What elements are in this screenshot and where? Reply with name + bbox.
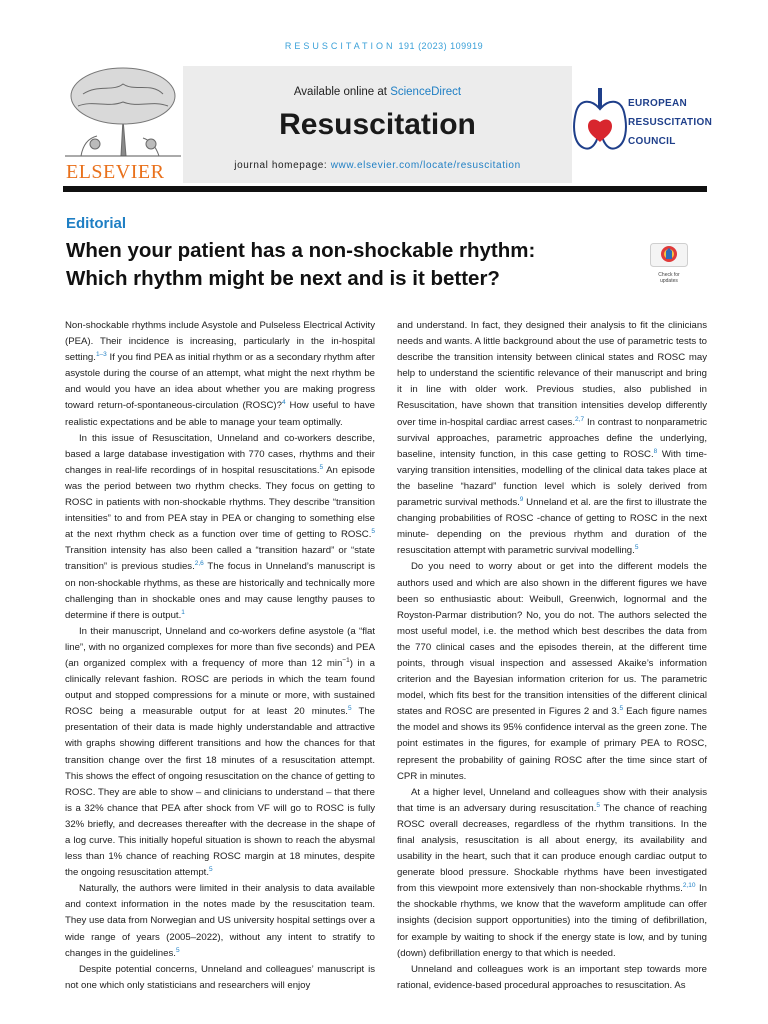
body-column-left [65, 318, 375, 994]
article-title-line-1: When your patient has a non-shockable rhythm: [66, 239, 536, 262]
erc-logo[interactable] [572, 64, 713, 183]
header-rule [63, 186, 707, 192]
citation-link[interactable]: 1 [181, 608, 185, 616]
citation-link[interactable]: 5 [596, 801, 600, 809]
sciencedirect-link[interactable]: ScienceDirect [390, 86, 462, 98]
body-column-right [397, 318, 707, 994]
citation-link[interactable]: 4 [281, 399, 286, 407]
available-online-label: Available online at [293, 86, 391, 98]
erc-wordmark [628, 94, 712, 151]
journal-title: Resuscitation [279, 108, 476, 141]
homepage-label: journal homepage: [234, 160, 331, 171]
paragraph: Unneland and colleagues work is an important step towards more rational, evidence-based procedural approaches to resuscitation. As [397, 963, 707, 991]
article-title-line-2: Which rhythm might be next and is it better? [66, 267, 500, 290]
paragraph: Naturally, the authors were limited in their analysis to data available and context information in the notes made by the resuscitation team. They use data from Norwegian and US university hospital settings over a wide range of years (2005–2022), without any intent to stratify to changes in the guidelines.$^5$ [65, 883, 375, 959]
article-title [66, 237, 636, 293]
citation-link[interactable]: 5 [209, 866, 213, 873]
journal-banner [183, 66, 572, 183]
elsevier-wordmark: ELSEVIER [66, 161, 165, 183]
paragraph: Despite potential concerns, Unneland and colleagues’ manuscript is not one which only statisticians and researchers will enjoy [65, 963, 375, 991]
citation-link[interactable]: 5 [319, 463, 324, 471]
check-for-updates-line-2: updates [660, 278, 678, 284]
erc-line-2: RESUSCITATION [628, 117, 713, 128]
homepage-link[interactable]: www.elsevier.com/locate/resuscitation [330, 160, 521, 171]
citation-link[interactable]: 2,10 [682, 882, 696, 890]
lungs-heart-icon [572, 82, 628, 172]
paragraph: and understand. In fact, they designed their analysis to fit the clinicians needs and wants. A little background about the use of parametric tests to describe the transition intensity between clinical states and ROSC may help to understand the scientific relevance of their manuscript and bring it in line with older work. Previous studies, also published in Resuscitation, have shown that transition intensities develop differently over time in-hospital cardiac arrest cases.$^{2,7}$ In contrast to nonparametric survival approaches, parametric approaches define the underlying, baseline, intensity function, in this case getting to ROSC.$^8$ With time-varying transition intensities, modelling of the clinical data takes place at the baseline “hazard” function level which is solely derived from parametric survival methods.$^9$ Unneland et al. are the first to illustrate the changing probabilities of ROSC -chance of getting to ROSC in the next minute- depending on the previous rhythm and duration of the resuscitation attempt with parametric survival modelling.$^5$ [397, 320, 707, 557]
paragraph: In this issue of Resuscitation, Unneland and co-workers describe, based a large database investigation with 770 cases, rhythms and their changes in real-life recordings of in hospital resuscitations.$^5$ An episode was the period between two rhythm checks. They focus on getting to ROSC in patients with non-shockable rhythms. They describe “transition intensities” to and from PEA stay in PEA or changing to something else at the next rhythm check as a function over time of getting to ROSC.$^5$ Transition intensity has also been called a “transition hazard” or “state transition” is previous studies.$^{2,6}$ The focus in Unneland’s manuscript is on non-shockable rhythms, as these are historically and technically more challenging than in shockable ones and may cause lengthy pauses to determine if there is output.$^1$ [65, 432, 375, 621]
citation-link[interactable]: 2,6 [194, 560, 204, 568]
running-head-volume: 191 (2023) 109919 [398, 41, 484, 51]
elsevier-tree-icon [63, 64, 183, 162]
citation-link[interactable]: 5 [371, 528, 375, 536]
elsevier-logo[interactable] [63, 64, 183, 183]
erc-line-1: EUROPEAN [628, 98, 688, 109]
paragraph: At a higher level, Unneland and colleagues show with their analysis that time is an adversary during resuscitation.$^5$ The chance of reaching ROSC overall decreases, regardless of the rhythm transitions. In the final analysis, resuscitation is all about energy, its availability and usability in the heart, such that it can produce enough cardiac output to generate blood pressure. Shockable rhythms have been investigated from this viewpoint more extensively than non-shockable rhythms.$^{2,10}$ In the shockable rhythms, we know that the waveform amplitude can offer insights (decision support opportunities) into the timing of defibrillation, for example by waiting to shock if the energy state is low, and by tuning (down) defibrillation energy to that which is needed. [397, 786, 707, 959]
journal-homepage [183, 160, 572, 171]
citation-link[interactable]: 5 [347, 705, 352, 713]
citation-link[interactable]: 1–3 [95, 351, 107, 358]
check-for-updates-icon [650, 243, 688, 267]
running-head-journal: RESUSCITATION [284, 41, 396, 51]
citation-link[interactable]: 5 [634, 544, 639, 552]
citation-link[interactable]: 5 [175, 946, 180, 954]
running-head [0, 41, 768, 51]
citation-link[interactable]: 5 [619, 705, 624, 713]
check-for-updates-badge[interactable] [650, 243, 688, 284]
paragraph: In their manuscript, Unneland and co-workers define asystole (a “flat line”, with no organized complexes for more than five seconds) and PEA (an organized complex with a frequency of more than 12 min$^{-1}$) in a clinically relevant fashion. ROSC are periods in which the team found output and stopped compressions for a minute or more, with sustained ROSC being a measurable output for at least 20 minutes.$^5$ The presentation of their data is made highly understandable and attractive with graphs showing different transitions and how the chances for that transition change over the first 18 minutes of a resuscitation attempt. This shows the effect of ongoing resuscitation on the chance of getting to ROSC. They are able to show – and clinicians to understand – that there is a 32% chance that PEA after shock from VF will go to ROSC is fully 32% briefly, and decreases thereafter with the decrease in the shape of a log curve. This initially hopeful situation is shown to reach the abysmal less than 1% chance of reaching ROSC margin at 18 minutes, despite the ongoing resuscitation attempt.$^5$ [65, 625, 375, 879]
paragraph: Do you need to worry about or get into the different models the authors used and which are also shown in the different figures we have been so enthusiastic about: Weibull, Greenwich, lognormal and the Royston-Parmar distribution? No, you do not. The authors selected the most useful model, i.e. the method which best describes the data from the 770 clinical cases and the episodes therein, at the different time points, through visual inspection and assessed Akaike’s information criterion and the Bayesian information criterion for us. The parametric model, which fits best for the transition intensities of the different clinical states and ROSC are presented in Figures 2 and 3.$^5$ Each figure names the model and shows its 95% confidence interval as the green zone. The point estimates in the figures, for example of primary PEA to ROSC, represent the probability of gaining ROSC after the time since start of CPR in minutes. [397, 561, 707, 782]
superscript: −1 [342, 656, 350, 664]
masthead [63, 64, 713, 183]
article-section: Editorial [66, 215, 127, 232]
check-for-updates-line-1: Check for [658, 272, 680, 278]
erc-line-3: COUNCIL [628, 136, 676, 147]
paragraph: Non-shockable rhythms include Asystole and Pulseless Electrical Activity (PEA). Their incidence is increasing, particularly in the in-hospital setting.$^{1-3}$ If you find PEA as initial rhythm or as a secondary rhythm after asystole during the course of an attempt, what might the next rhythm be and would you have an idea about whether you are making progress toward return-of-spontaneous-circulation (ROSC)?$^4$ How useful to have realistic expectations and be able to manage your team optimally. [65, 320, 375, 428]
citation-link[interactable]: 9 [519, 495, 524, 503]
available-online [183, 86, 572, 98]
citation-link[interactable]: 2,7 [575, 415, 585, 423]
citation-link[interactable]: 8 [653, 447, 658, 455]
